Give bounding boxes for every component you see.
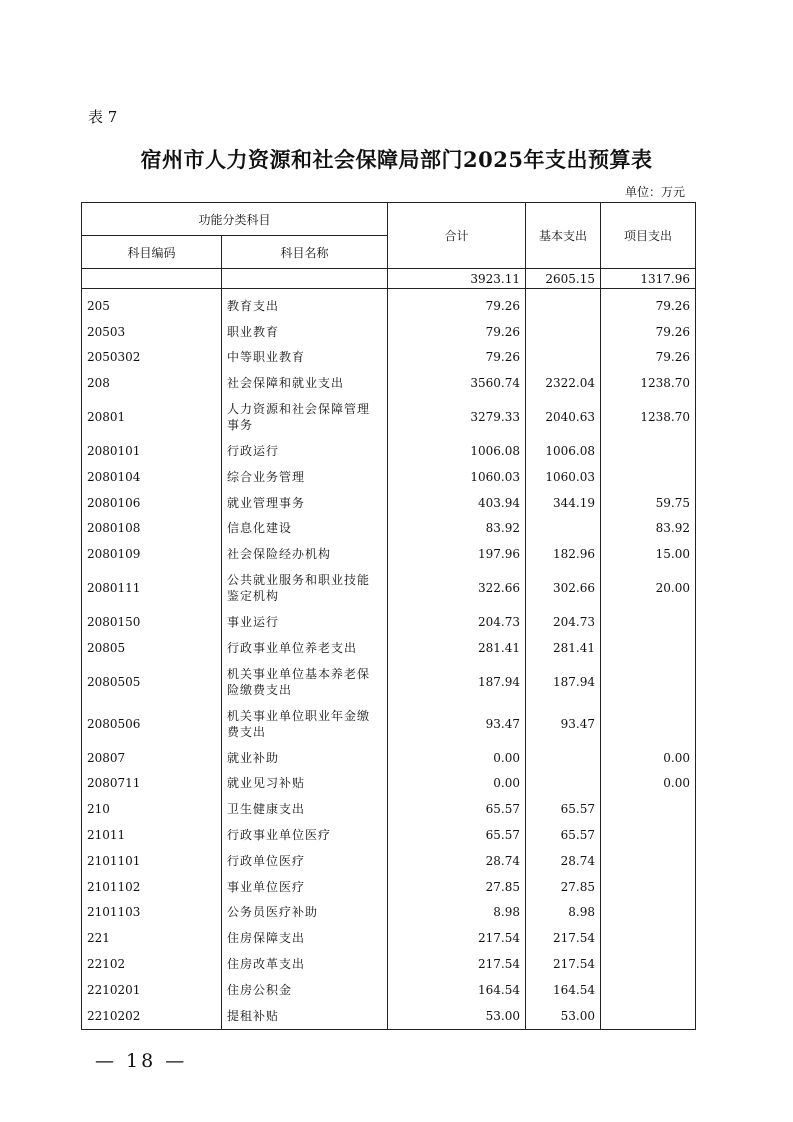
row-project: 59.75 — [601, 490, 696, 516]
row-total: 204.73 — [388, 609, 526, 635]
row-total: 93.47 — [388, 703, 526, 745]
row-basic: 217.54 — [526, 925, 601, 951]
header-total: 合计 — [388, 203, 526, 269]
row-total: 0.00 — [388, 771, 526, 797]
row-basic: 344.19 — [526, 490, 601, 516]
row-code: 2080106 — [82, 490, 222, 516]
row-project — [601, 609, 696, 635]
row-total: 53.00 — [388, 1003, 526, 1029]
header-project: 项目支出 — [601, 203, 696, 269]
table-row — [82, 438, 696, 464]
table-row — [82, 822, 696, 848]
row-name: 就业见习补贴 — [222, 771, 388, 797]
row-basic: 8.98 — [526, 900, 601, 926]
row-basic: 93.47 — [526, 703, 601, 745]
totals-total: 3923.11 — [388, 269, 526, 289]
row-total: 403.94 — [388, 490, 526, 516]
row-total: 27.85 — [388, 874, 526, 900]
row-code: 2080505 — [82, 661, 222, 703]
row-project — [601, 796, 696, 822]
row-name: 事业单位医疗 — [222, 874, 388, 900]
table-row — [82, 490, 696, 516]
row-basic: 217.54 — [526, 951, 601, 977]
header-code: 科目编码 — [82, 236, 222, 269]
row-basic: 53.00 — [526, 1003, 601, 1029]
row-basic: 204.73 — [526, 609, 601, 635]
row-name: 就业补助 — [222, 745, 388, 771]
row-project: 79.26 — [601, 319, 696, 345]
row-total: 164.54 — [388, 977, 526, 1003]
row-project: 83.92 — [601, 516, 696, 542]
table-row — [82, 745, 696, 771]
row-code: 22102 — [82, 951, 222, 977]
row-name: 信息化建设 — [222, 516, 388, 542]
table-row — [82, 289, 696, 319]
table-row — [82, 541, 696, 567]
table-row — [82, 771, 696, 797]
row-code: 21011 — [82, 822, 222, 848]
row-project: 79.26 — [601, 289, 696, 319]
row-project: 15.00 — [601, 541, 696, 567]
row-code: 210 — [82, 796, 222, 822]
row-project: 20.00 — [601, 567, 696, 609]
row-name: 公共就业服务和职业技能鉴定机构 — [222, 567, 388, 609]
row-name: 公务员医疗补助 — [222, 900, 388, 926]
page-number: — 18 — — [95, 1050, 188, 1072]
table-row — [82, 661, 696, 703]
row-total: 217.54 — [388, 951, 526, 977]
row-project — [601, 900, 696, 926]
table-row — [82, 370, 696, 396]
table-row — [82, 516, 696, 542]
row-project — [601, 438, 696, 464]
row-code: 20807 — [82, 745, 222, 771]
row-name: 机关事业单位基本养老保险缴费支出 — [222, 661, 388, 703]
row-basic: 2040.63 — [526, 396, 601, 438]
row-code: 2101101 — [82, 848, 222, 874]
row-basic: 1006.08 — [526, 438, 601, 464]
table-row — [82, 703, 696, 745]
row-basic — [526, 319, 601, 345]
row-code: 2080711 — [82, 771, 222, 797]
row-basic: 65.57 — [526, 822, 601, 848]
page-title: 宿州市人力资源和社会保障局部门2025年支出预算表 — [140, 147, 653, 172]
row-total: 79.26 — [388, 289, 526, 319]
row-project — [601, 661, 696, 703]
row-total: 197.96 — [388, 541, 526, 567]
row-total: 79.26 — [388, 319, 526, 345]
row-code: 20805 — [82, 635, 222, 661]
row-total: 65.57 — [388, 796, 526, 822]
header-basic: 基本支出 — [526, 203, 601, 269]
row-name: 就业管理事务 — [222, 490, 388, 516]
table-row — [82, 900, 696, 926]
row-name: 行政事业单位养老支出 — [222, 635, 388, 661]
row-code: 2101103 — [82, 900, 222, 926]
row-name: 住房改革支出 — [222, 951, 388, 977]
row-code: 2080104 — [82, 464, 222, 490]
row-basic — [526, 745, 601, 771]
row-total: 187.94 — [388, 661, 526, 703]
totals-row — [82, 269, 696, 289]
budget-table — [81, 202, 696, 1030]
table-body — [82, 289, 696, 1030]
row-name: 行政运行 — [222, 438, 388, 464]
row-name: 提租补贴 — [222, 1003, 388, 1029]
table-row — [82, 874, 696, 900]
row-name: 人力资源和社会保障管理事务 — [222, 396, 388, 438]
table-row — [82, 848, 696, 874]
totals-name-cell — [222, 269, 388, 289]
table-row — [82, 567, 696, 609]
row-total: 1060.03 — [388, 464, 526, 490]
row-total: 79.26 — [388, 345, 526, 371]
row-project: 79.26 — [601, 345, 696, 371]
row-basic: 1060.03 — [526, 464, 601, 490]
row-code: 205 — [82, 289, 222, 319]
row-basic — [526, 771, 601, 797]
row-total: 65.57 — [388, 822, 526, 848]
row-total: 3560.74 — [388, 370, 526, 396]
row-code: 2210201 — [82, 977, 222, 1003]
row-basic — [526, 516, 601, 542]
row-name: 行政单位医疗 — [222, 848, 388, 874]
row-project — [601, 925, 696, 951]
row-code: 2080150 — [82, 609, 222, 635]
row-project — [601, 822, 696, 848]
row-project — [601, 977, 696, 1003]
row-project: 1238.70 — [601, 370, 696, 396]
row-code: 20801 — [82, 396, 222, 438]
row-basic: 2322.04 — [526, 370, 601, 396]
row-name: 中等职业教育 — [222, 345, 388, 371]
row-code: 2080101 — [82, 438, 222, 464]
totals-project: 1317.96 — [601, 269, 696, 289]
row-basic — [526, 345, 601, 371]
row-basic — [526, 289, 601, 319]
row-total: 217.54 — [388, 925, 526, 951]
row-total: 0.00 — [388, 745, 526, 771]
table-row — [82, 1003, 696, 1029]
row-code: 2080111 — [82, 567, 222, 609]
row-code: 2050302 — [82, 345, 222, 371]
unit-label: 单位：万元 — [624, 185, 685, 199]
row-basic: 27.85 — [526, 874, 601, 900]
row-project — [601, 951, 696, 977]
row-code: 20503 — [82, 319, 222, 345]
row-project — [601, 848, 696, 874]
row-total: 28.74 — [388, 848, 526, 874]
row-basic: 164.54 — [526, 977, 601, 1003]
row-name: 职业教育 — [222, 319, 388, 345]
row-code: 2080108 — [82, 516, 222, 542]
row-name: 行政事业单位医疗 — [222, 822, 388, 848]
row-basic: 302.66 — [526, 567, 601, 609]
table-row — [82, 609, 696, 635]
row-code: 2080506 — [82, 703, 222, 745]
totals-basic: 2605.15 — [526, 269, 601, 289]
row-total: 322.66 — [388, 567, 526, 609]
row-code: 2101102 — [82, 874, 222, 900]
table-row — [82, 345, 696, 371]
row-name: 社会保险经办机构 — [222, 541, 388, 567]
table-row — [82, 951, 696, 977]
row-project — [601, 703, 696, 745]
row-basic: 281.41 — [526, 635, 601, 661]
table-row — [82, 977, 696, 1003]
row-project — [601, 464, 696, 490]
table-row — [82, 796, 696, 822]
row-total: 8.98 — [388, 900, 526, 926]
row-name: 事业运行 — [222, 609, 388, 635]
row-project: 0.00 — [601, 745, 696, 771]
row-code: 2210202 — [82, 1003, 222, 1029]
row-name: 机关事业单位职业年金缴费支出 — [222, 703, 388, 745]
header-name: 科目名称 — [222, 236, 388, 269]
row-name: 住房保障支出 — [222, 925, 388, 951]
row-name: 卫生健康支出 — [222, 796, 388, 822]
row-total: 1006.08 — [388, 438, 526, 464]
row-total: 3279.33 — [388, 396, 526, 438]
table-row — [82, 464, 696, 490]
row-project — [601, 874, 696, 900]
row-name: 住房公积金 — [222, 977, 388, 1003]
table-row — [82, 635, 696, 661]
row-code: 2080109 — [82, 541, 222, 567]
totals-code-cell — [82, 269, 222, 289]
row-project — [601, 1003, 696, 1029]
row-basic: 187.94 — [526, 661, 601, 703]
row-project: 1238.70 — [601, 396, 696, 438]
table-row — [82, 925, 696, 951]
row-basic: 65.57 — [526, 796, 601, 822]
row-basic: 182.96 — [526, 541, 601, 567]
row-basic: 28.74 — [526, 848, 601, 874]
row-code: 208 — [82, 370, 222, 396]
row-name: 社会保障和就业支出 — [222, 370, 388, 396]
row-total: 281.41 — [388, 635, 526, 661]
row-code: 221 — [82, 925, 222, 951]
row-total: 83.92 — [388, 516, 526, 542]
table-row — [82, 396, 696, 438]
table-row — [82, 319, 696, 345]
table-label: 表 7 — [88, 108, 118, 126]
header-category: 功能分类科目 — [82, 203, 388, 236]
row-name: 教育支出 — [222, 289, 388, 319]
row-project: 0.00 — [601, 771, 696, 797]
row-name: 综合业务管理 — [222, 464, 388, 490]
row-project — [601, 635, 696, 661]
